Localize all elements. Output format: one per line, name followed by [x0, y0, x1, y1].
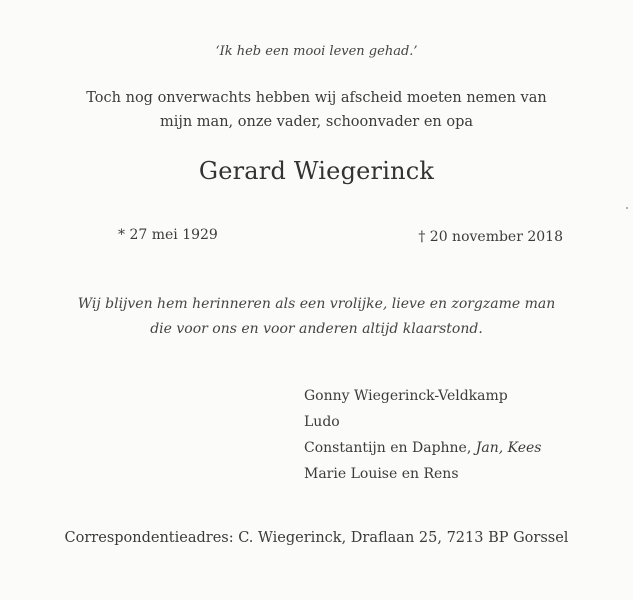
remembrance-line-2: die voor ons en voor anderen altijd klaarstond.: [150, 321, 483, 337]
family-grandchild-1: Jan,: [475, 440, 504, 456]
remembrance-text: [0, 292, 633, 342]
intro-line-1: Toch nog onverwachts hebben wij afscheid moeten nemen van: [86, 90, 547, 106]
correspondence-address: Correspondentieadres: C. Wiegerinck, Draflaan 25, 7213 BP Gorssel: [64, 530, 569, 546]
intro-text: [0, 86, 633, 134]
birth-date: * 27 mei 1929: [118, 227, 218, 243]
family-child-2: Constantijn en Daphne,: [304, 440, 472, 456]
family-child-3: Marie Louise en Rens: [304, 466, 459, 482]
family-list: [304, 383, 541, 487]
remembrance-line-1: Wij blijven hem herinneren als een vrolijke, lieve en zorgzame man: [77, 296, 556, 312]
family-grandchild-2: Kees: [507, 440, 542, 456]
deceased-name: Gerard Wiegerinck: [198, 157, 435, 185]
family-child-2-row: [304, 435, 541, 461]
paper-speck: [626, 207, 628, 209]
family-child-1: Ludo: [304, 414, 340, 430]
death-date: † 20 november 2018: [418, 229, 563, 245]
intro-line-2: mijn man, onze vader, schoonvader en opa: [159, 114, 474, 130]
motto-quote: ‘Ik heb een mooi leven gehad.’: [215, 44, 418, 59]
family-spouse: Gonny Wiegerinck-Veldkamp: [304, 388, 508, 404]
